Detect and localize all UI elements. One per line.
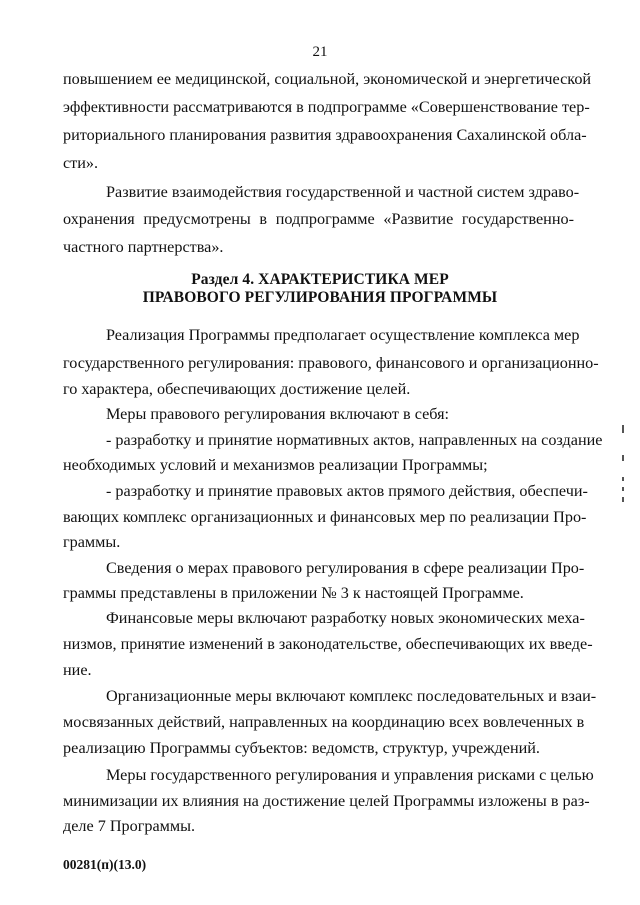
text-line: деле 7 Программы. <box>63 817 196 835</box>
text-line: Сведения о мерах правового регулирования в сфере реализации Про- <box>106 559 585 577</box>
text-line: мосвязанных действий, направленных на координацию всех вовлеченных в <box>63 713 585 731</box>
scan-margin-marks <box>622 425 626 525</box>
text-line: реализацию Программы субъектов: ведомств, структур, учреждений. <box>63 739 540 757</box>
text-line: - разработку и принятие правовых актов прямого действия, обеспечи- <box>106 482 588 500</box>
text-line: сти». <box>63 154 99 172</box>
text-line: вающих комплекс организационных и финансовых мер по реализации Про- <box>63 508 587 526</box>
section-title-line2: ПРАВОВОГО РЕГУЛИРОВАНИЯ ПРОГРАММЫ <box>142 289 498 306</box>
text-line: государственного регулирования: правового, финансового и организационно- <box>63 354 599 372</box>
text-line: Финансовые меры включают разработку новых экономических меха- <box>106 609 585 627</box>
text-line: необходимых условий и механизмов реализации Программы; <box>63 456 488 474</box>
text-line: минимизации их влияния на достижение целей Программы изложены в раз- <box>63 792 590 810</box>
text-line: Меры правового регулирования включают в себя: <box>106 405 450 423</box>
text-line: го характера, обеспечивающих достижение целей. <box>63 380 411 398</box>
text-line: граммы представлены в приложении № 3 к настоящей Программе. <box>63 584 524 602</box>
text-line: повышением ее медицинской, социальной, экономической и энергетической <box>63 70 592 88</box>
text-line: граммы. <box>63 533 121 551</box>
section-title-line1: Раздел 4. ХАРАКТЕРИСТИКА МЕР <box>191 271 449 288</box>
page-number: 21 <box>312 44 328 60</box>
text-line: ние. <box>63 661 92 679</box>
text-line: охранения предусмотрены в подпрограмме «Развитие государственно- <box>63 210 574 228</box>
text-line: Реализация Программы предполагает осуществление комплекса мер <box>106 326 580 344</box>
text-line: частного партнерства». <box>63 238 224 256</box>
text-line: Развитие взаимодействия государственной и частной систем здраво- <box>106 183 580 201</box>
text-line: эффективности рассматриваются в подпрограмме «Совершенствование тер- <box>63 98 590 116</box>
text-line: риториального планирования развития здравоохранения Сахалинской обла- <box>63 126 587 144</box>
text-line: Организационные меры включают комплекс последовательных и взаи- <box>106 687 597 705</box>
text-line: - разработку и принятие нормативных актов, направленных на создание <box>106 431 603 449</box>
document-code: 00281(п)(13.0) <box>63 857 147 872</box>
text-line: Меры государственного регулирования и управления рисками с целью <box>106 766 594 784</box>
text-line: низмов, принятие изменений в законодательстве, обеспечивающих их введе- <box>63 635 593 653</box>
